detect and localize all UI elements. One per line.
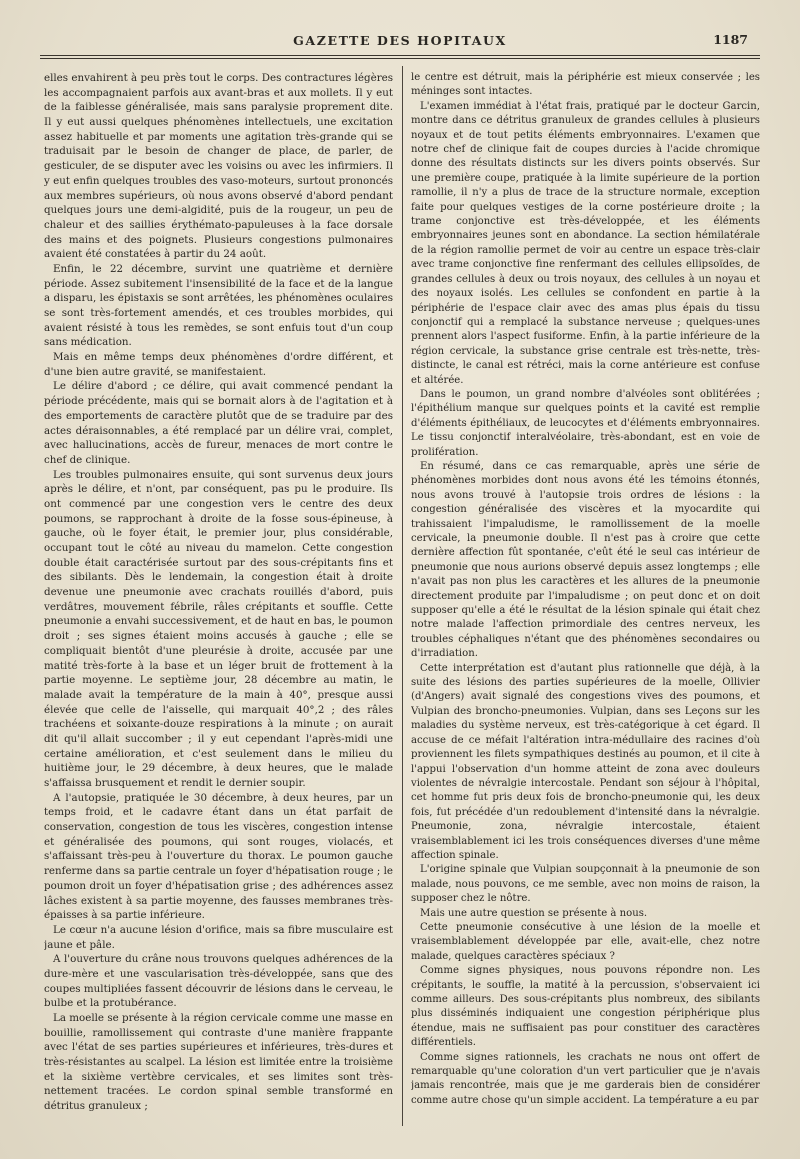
paragraph: Cette pneumonie consécutive à une lésion de la moelle et vraisemblablement développée par elle, avait-elle, chez notre malade, quelques caractères spéciaux ? [411, 921, 760, 962]
paragraph: Comme signes physiques, nous pouvons répondre non. Les crépitants, le souffle, la matité à la percussion, s'observaient ici comme ailleurs. Des sous-crépitants plus nombreux, des sibilants plus disséminés indiquaient une congestion périphérique plus étendue, mais ne suffisaient pas pour constituer des caractères différentiels. [411, 965, 760, 1049]
paragraph: Dans le poumon, un grand nombre d'alvéoles sont oblitérées ; l'épithélium manque sur quelques points et la cavité est remplie d'éléments épithéliaux, de leucocytes et d'éléments embryonnaires. Le tissu conjonctif interalvéolaire, très-abondant, est en voie de prolifération. [411, 388, 760, 458]
paragraph: Mais une autre question se présente à nous. [420, 907, 648, 919]
paragraph: L'origine spinale que Vulpian soupçonnait à la pneumonie de son malade, nous pouvons, ce me semble, avec non moins de raison, la supposer chez le nôtre. [411, 864, 760, 905]
paragraph: Le cœur n'a aucune lésion d'orifice, mais sa fibre musculaire est jaune et pâle. [44, 923, 393, 951]
paragraph: Mais en même temps deux phénomènes d'ordre différent, et d'une bien autre gravité, se manifestaient. [44, 351, 393, 378]
paragraph: Le délire d'abord ; ce délire, qui avait commencé pendant la période précédente, mais qui se bornait alors à de l'agitation et à des emportements de caractère plutôt que de se traduire par des actes déraisonnables, a été remplacé par un délire vrai, complet, avec hallucinations, accès de fureur, menaces de mort contre le chef de clinique. [44, 380, 393, 466]
paragraph: Enfin, le 22 décembre, survint une quatrième et dernière période. Assez subitement l'insensibilité de la face et de la langue a disparu, les épistaxis se sont arrêtées, les phénomènes oculaires se sont très-fortement amendés, et ces troubles morbides, qui avaient résisté à tous les remèdes, se sont enfuis tout d'un coup sans médication. [44, 262, 393, 349]
paragraph: En résumé, dans ce cas remarquable, après une série de phénomènes morbides dont nous avons été les témoins étonnés, nous avons trouvé à l'autopsie trois ordres de lésions : la congestion généralisée des viscères et la myocardite qui trahissaient l'impaludisme, le ramollissement de la moelle cervicale, la pneumonie double. Il n'est pas à croire que cette dernière affection fût spontanée, c'eût été le seul cas intérieur de pneumonie que nous aurions observé depuis assez longtemps ; elle n'avait pas non plus les caractères et les allures de la pneumonie directement produite par l'impaludisme ; on peut donc et on doit supposer qu'elle a été le résultat de la lésion spinale qui était chez notre malade l'affection primordiale des centres nerveux, les troubles céphaliques n'étant que des phénomènes secondaires ou d'irradiation. [411, 460, 760, 660]
paragraph: elles envahirent à peu près tout le corps. Des contractures légères les accompagnaient parfois aux avant-bras et aux mollets. Il y eut de la faiblesse généralisée, mais sans paralysie proprement dite. Il y eut aussi quelques phénomènes intellectuels, une excitation assez habituelle et par moments une agitation très-grande qui se traduisait par le besoin de changer de place, de parler, de gesticuler, de se disputer avec les voisins ou avec les infirmiers. Il y eut enfin quelques troubles des vaso-moteurs, surtout prononcés aux membres supérieurs, où nous avons observé d'abord pendant quelques jours une demi-algidité, puis de la rougeur, un peu de chaleur et des saillies érythémato-papuleuses à la face dorsale des mains et des poignets. Plusieurs congestions pulmonaires avaient été constatées à partir du 24 août. [44, 72, 393, 261]
paragraph: Comme signes rationnels, les crachats ne nous ont offert de remarquable qu'une coloration d'un vert particulier que je n'avais jamais rencontrée, mais que je me garderais bien de considérer comme autre chose qu'un simple accident. La température a eu par [411, 1051, 760, 1106]
paragraph: Cette interprétation est d'autant plus rationnelle que déjà, à la suite des lésions des parties supérieures de la moelle, Ollivier (d'Angers) avait signalé des congestions vives des poumons, et Vulpian des broncho-pneumonies. Vulpian, dans ses Leçons sur les maladies du système nerveux, est très-catégorique à cet égard. Il accuse de ce méfait l'altération intra-médullaire des racines d'où proviennent les filets sympathiques destinés au poumon, et il cite à l'appui l'observation d'un homme atteint de zona avec douleurs violentes de névralgie intercostale. Pendant son séjour à l'hôpital, cet homme fut pris deux fois de broncho-pneumonie qui, les deux fois, fut précédée d'un redoublement d'intensité dans la névralgie. Pneumonie, zona, névralgie intercostale, étaient vraisemblablement ici les trois conséquences diverses d'une même affection spinale. [411, 662, 760, 861]
page-header [40, 33, 760, 53]
right-column [411, 71, 760, 1123]
paragraph: le centre est détruit, mais la périphérie est mieux conservée ; les méninges sont intactes. [411, 72, 760, 98]
paragraph: Les troubles pulmonaires ensuite, qui sont survenus deux jours après le délire, et n'ont, par conséquent, pas pu le produire. Ils ont commencé par une congestion vers le centre des deux poumons, se rapprochant à droite de la fosse sous-épineuse, à gauche, où le foyer était, le premier jour, plus considérable, occupant tout le côté au niveau du mamelon. Cette congestion double était caractérisée surtout par des sous-crépitants fins et des sibilants. Dès le lendemain, la congestion était à droite devenue une pneumonie avec crachats rouillés d'abord, puis verdâtres, mouvement fébrile, râles crépitants et souffle. Cette pneumonie a envahi successivement, et de haut en bas, le poumon droit ; ses signes étaient moins accusés à gauche ; elle se compliquait bientôt d'une pleurésie à droite, accusée par une matité très-forte à la base et un léger bruit de frottement à la partie moyenne. Le septième jour, 28 décembre au matin, le malade avait la température de la main à 40°, presque aussi élevée que celle de l'aisselle, qui marquait 40°,2 ; des râles trachéens et soixante-douze respirations à la minute ; on aurait dit qu'il allait succomber ; il y eut cependant l'après-midi une certaine amélioration, et c'est seulement dans le milieu du huitième jour, le 29 décembre, à deux heures, que le malade s'affaissa brusquement et rendit le dernier soupir. [44, 468, 393, 789]
paragraph: A l'ouverture du crâne nous trouvons quelques adhérences de la dure-mère et une vascularisation très-développée, sans que des coupes multipliées fassent découvrir de lésions dans le cerveau, le bulbe et la protubérance. [44, 953, 393, 1010]
page-number: 1187 [713, 32, 748, 47]
header-rule-top [40, 55, 760, 56]
text-columns [44, 71, 760, 1123]
left-column [44, 71, 393, 1123]
header-rule-bottom [40, 58, 760, 59]
paragraph: La moelle se présente à la région cervicale comme une masse en bouillie, ramollissement qui contraste d'une manière frappante avec l'état de ses parties supérieures et inférieures, très-dures et très-résistantes au scalpel. La lésion est limitée entre la troisième et la sixième vertèbre cervicales, et ses limites sont très-nettement tracées. Le cordon spinal semble transformé en détritus granuleux ; [44, 1012, 393, 1113]
running-title: GAZETTE DES HOPITAUX [293, 33, 507, 48]
paragraph: L'examen immédiat à l'état frais, pratiqué par le docteur Garcin, montre dans ce détritus granuleux de grandes cellules à plusieurs noyaux et de tout petits éléments embryonnaires. L'examen que notre chef de clinique fait de coupes durcies à l'acide chromique donne des résultats distincts sur les divers points observés. Sur une première coupe, pratiquée à la limite supérieure de la portion ramollie, il n'y a plus de trace de la structure normale, exception faite pour quelques vestiges de la corne postérieure droite ; la trame conjonctive est très-développée, et les éléments embryonnaires jeunes sont en abondance. La section hémilatérale de la région ramollie permet de voir au centre un espace très-clair avec trame conjonctive fine renfermant des cellules ellipsoïdes, de grandes cellules à deux ou trois noyaux, des cellules à un noyau et des noyaux isolés. Les cellules se confondent en partie à la périphérie de l'espace clair avec des amas plus épais du tissu conjonctif qui a remplacé la substance nerveuse ; quelques-unes prennent alors l'aspect fusiforme. Enfin, à la partie inférieure de la région cervicale, la substance grise centrale est très-nette, très-distincte, le canal est rétréci, mais la corne antérieure est confuse et altérée. [411, 100, 760, 386]
paragraph: A l'autopsie, pratiquée le 30 décembre, à deux heures, par un temps froid, et le cadavre étant dans un état parfait de conservation, congestion de tous les viscères, congestion intense et généralisée des poumons, qui sont rouges, violacés, et s'affaissant très-peu à l'ouverture du thorax. Le poumon gauche renferme dans sa partie centrale un foyer d'hépatisation rouge ; le poumon droit un foyer d'hépatisation grise ; des adhérences assez lâches existent à sa partie moyenne, des fausses membranes très-épaisses à sa partie inférieure. [44, 791, 393, 922]
